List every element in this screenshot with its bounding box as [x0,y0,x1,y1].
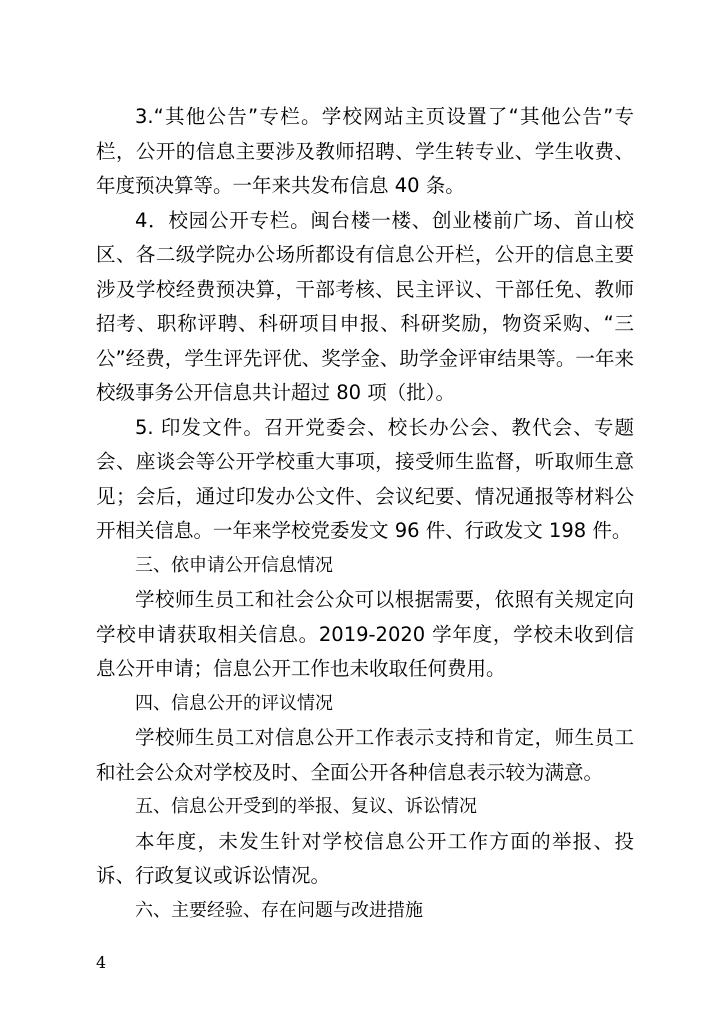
page-number: 4 [96,953,107,972]
paragraph-complaints: 本年度，未发生针对学校信息公开工作方面的举报、投诉、行政复议或诉讼情况。 [96,829,634,887]
paragraph-other-notices: 3.“其他公告”专栏。学校网站主页设置了“其他公告”专栏，公开的信息主要涉及教师招聘、学生转专业、学生收费、年度预决算等。一年来共发布信息 40 条。 [96,105,634,197]
paragraph-evaluation: 学校师生员工对信息公开工作表示支持和肯定，师生员工和社会公众对学校及时、全面公开各种信息表示较为满意。 [96,726,634,784]
paragraph-documents: 5. 印发文件。召开党委会、校长办公会、教代会、专题会、座谈会等公开学校重大事项，接受师生监督，听取师生意见；会后，通过印发办公文件、会议纪要、情况通报等材料公开相关信息。一年来学校党委发文 96 件、行政发文 198 件。 [96,415,634,542]
paragraph-requests: 学校师生员工和社会公众可以根据需要，依照有关规定向学校申请获取相关信息。2019-2020 学年度，学校未收到信息公开申请；信息公开工作也未收取任何费用。 [96,588,634,680]
section-heading-5: 五、信息公开受到的举报、复议、诉讼情况 [135,796,477,817]
paragraph-campus-board: 4．校园公开专栏。闽台楼一楼、创业楼前广场、首山校区、各二级学院办公场所都设有信息公开栏，公开的信息主要涉及学校经费预决算，干部考核、民主评议、干部任免、教师招考、职称评聘、科研项目申报、科研奖励，物资采购、“三公”经费，学生评先评优、奖学金、助学金评审结果等。一年来校级事务公开信息共计超过 80 项（批）。 [96,208,634,404]
section-heading-4: 四、信息公开的评议情况 [135,692,333,714]
document-body [96,100,634,928]
section-heading-3: 三、依申请公开信息情况 [135,554,333,576]
section-heading-6: 六、主要经验、存在问题与改进措施 [135,899,423,921]
